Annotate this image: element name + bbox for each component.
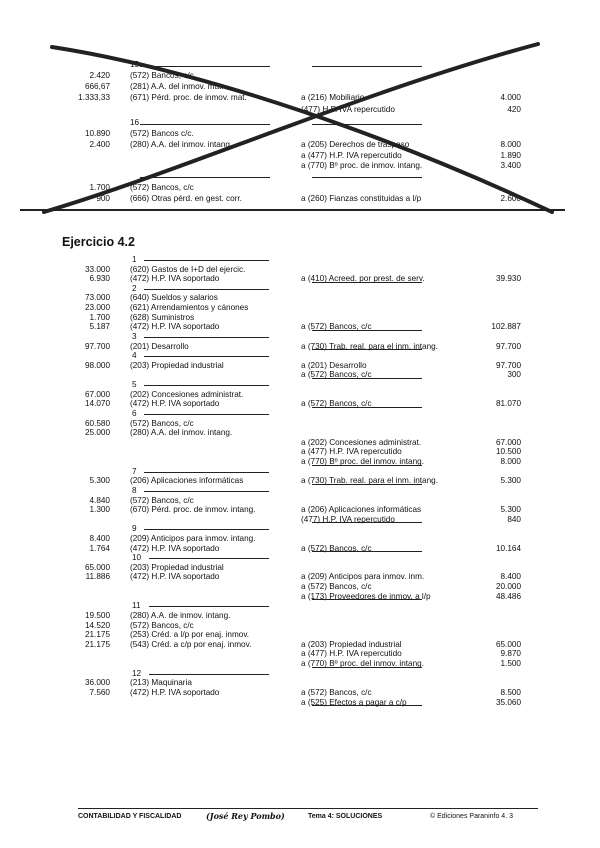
credit-amount: 5.300 <box>500 505 521 515</box>
debit-account: (572) Bancos, c/c <box>130 495 194 505</box>
top-credit-amount: 8.000 <box>500 140 521 149</box>
entry-number: 10 <box>132 553 142 563</box>
footer-course: CONTABILIDAD Y FISCALIDAD <box>78 813 182 820</box>
top-concept-left: (666) Otras pérd. en gest. corr. <box>130 194 242 203</box>
entry-close-rule <box>312 407 422 408</box>
credit-amount: 35.060 <box>495 697 521 707</box>
entry-close-rule <box>312 599 422 600</box>
credit-account: a (572) Bancos, c/c <box>301 687 372 697</box>
exercise-title: Ejercicio 4.2 <box>62 235 135 249</box>
top-debit-amount: 10.890 <box>84 129 110 138</box>
credit-account: a (770) Bº proc. del inmov. intang. <box>301 659 424 669</box>
top-rule-right <box>312 177 422 178</box>
entry-number: 2 <box>132 283 137 293</box>
entry-rule <box>149 674 269 675</box>
debit-amount: 67.000 <box>84 389 110 399</box>
debit-amount: 7.560 <box>89 687 110 697</box>
top-concept-right: a (477) H.P. IVA repercutido <box>301 151 402 160</box>
debit-account: (472) H.P. IVA soportado <box>130 572 220 582</box>
credit-account: a (203) Propiedad industrial <box>301 639 402 649</box>
top-concept-left: (280) A.A. del inmov. intang. <box>130 140 233 149</box>
top-concept-left: 16 <box>130 118 140 127</box>
entry-close-rule <box>312 349 422 350</box>
entry-rule <box>144 472 269 473</box>
top-debit-amount: 1.333,33 <box>78 93 110 102</box>
top-bottom-bar <box>20 209 565 211</box>
top-debit-amount: 1.700 <box>89 183 110 192</box>
debit-account: (213) Maquinaria <box>130 678 192 688</box>
entry-close-rule <box>312 551 422 552</box>
debit-amount: 21.175 <box>84 630 110 640</box>
top-rule-left <box>140 66 270 67</box>
credit-amount: 8.500 <box>500 687 521 697</box>
debit-amount: 73.000 <box>84 293 110 303</box>
top-debit-amount: 666,67 <box>84 82 110 91</box>
credit-account: a (477) H.P. IVA repercutido <box>301 649 402 659</box>
top-concept-right: a (770) Bº proc. de inmov. intang. <box>301 161 423 170</box>
top-debit-amount: 2.420 <box>89 71 110 80</box>
credit-account: a (572) Bancos, c/c <box>301 322 372 332</box>
top-rule-left <box>140 177 270 178</box>
credit-amount: 81.070 <box>495 399 521 409</box>
credit-amount: 39.930 <box>495 274 521 284</box>
entry-number: 5 <box>132 380 137 390</box>
credit-account: a (201) Desarrollo <box>301 360 367 370</box>
top-credit-amount: 2.600 <box>500 194 521 203</box>
credit-account: a (572) Bancos, c/c <box>301 370 372 380</box>
debit-account: (543) Créd. a c/p por enaj. inmov. <box>130 639 252 649</box>
credit-account: a (770) Bº proc. del inmov. intang. <box>301 457 424 467</box>
entry-rule <box>144 414 269 415</box>
credit-amount: 840 <box>507 514 521 524</box>
entry-close-rule <box>312 378 422 379</box>
debit-account: (621) Arrendamientos y cánones <box>130 303 249 313</box>
debit-account: (472) H.P. IVA soportado <box>130 399 220 409</box>
credit-account: a (730) Trab. real. para el inm. intang. <box>301 476 438 486</box>
top-concept-right: a (205) Derechos de traspaso <box>301 140 410 149</box>
credit-amount: 67.000 <box>495 437 521 447</box>
entry-number: 11 <box>132 601 141 611</box>
debit-account: (572) Bancos, c/c <box>130 418 194 428</box>
debit-account: (203) Propiedad industrial <box>130 360 224 370</box>
debit-amount: 5.300 <box>89 476 110 486</box>
footer-author: (José Rey Pombo) <box>206 811 285 821</box>
credit-account: a (477) H.P. IVA repercutido <box>301 447 402 457</box>
top-concept-left: (671) Pérd. proc. de inmov. mat. <box>130 93 247 102</box>
debit-account: (572) Bancos, c/c <box>130 620 194 630</box>
credit-account: a (525) Efectos a pagar a c/p <box>301 697 407 707</box>
debit-account: (203) Propiedad industrial <box>130 562 224 572</box>
top-concept-right: a (260) Fianzas constituidas a l/p <box>301 194 422 203</box>
debit-account: (209) Anticipos para inmov. intang. <box>130 533 256 543</box>
top-concept-right: a (216) Mobiliario <box>301 93 365 102</box>
debit-account: (202) Concesiones administrat. <box>130 389 244 399</box>
credit-account: a (730) Trab. real. para el inm. intang. <box>301 341 438 351</box>
entry-rule <box>144 529 269 530</box>
debit-amount: 98.000 <box>84 360 110 370</box>
debit-amount: 14.520 <box>84 620 110 630</box>
top-concept-right: (477) H.P. IVA repercutido <box>301 105 395 114</box>
credit-account: a (206) Aplicaciones informáticas <box>301 505 422 515</box>
top-rule-left <box>140 124 270 125</box>
debit-account: (472) H.P. IVA soportado <box>130 322 220 332</box>
debit-account: (472) H.P. IVA soportado <box>130 274 220 284</box>
top-debit-amount: 2.400 <box>89 140 110 149</box>
entry-rule <box>149 558 269 559</box>
debit-amount: 1.700 <box>89 312 110 322</box>
debit-amount: 25.000 <box>84 428 110 438</box>
debit-amount: 97.700 <box>84 341 110 351</box>
page-footer <box>78 813 538 825</box>
entry-close-rule <box>312 465 422 466</box>
credit-account: a (209) Anticipos para inmov. inm. <box>301 572 425 582</box>
debit-account: (280) A.A. de inmov. intang. <box>130 610 231 620</box>
debit-account: (640) Sueldos y salarios <box>130 293 218 303</box>
credit-account: a (572) Bancos, c/c <box>301 582 372 592</box>
entry-number: 12 <box>132 668 142 678</box>
footer-rule <box>78 808 538 809</box>
entry-number: 8 <box>132 485 137 495</box>
debit-amount: 4.840 <box>89 495 110 505</box>
debit-account: (280) A.A. del inmov. intang. <box>130 428 233 438</box>
debit-amount: 33.000 <box>84 264 110 274</box>
credit-amount: 8.000 <box>500 457 521 467</box>
credit-amount: 1.500 <box>500 659 521 669</box>
debit-account: (472) H.P. IVA soportado <box>130 543 220 553</box>
debit-amount: 14.070 <box>84 399 110 409</box>
cross-stroke-down <box>52 47 552 212</box>
top-debit-amount: 900 <box>96 194 110 203</box>
entry-close-rule <box>312 330 422 331</box>
debit-amount: 65.000 <box>84 562 110 572</box>
entry-number: 4 <box>132 351 137 361</box>
credit-account: a (572) Bancos, c/c <box>301 399 372 409</box>
debit-account: (620) Gastos de I+D del ejercic. <box>130 264 246 274</box>
credit-account: a (173) Proveedores de inmov. a l/p <box>301 591 431 601</box>
debit-amount: 19.500 <box>84 610 110 620</box>
entry-number: 6 <box>132 408 137 418</box>
top-credit-amount: 3.400 <box>500 161 521 170</box>
top-rule-right <box>312 66 422 67</box>
debit-amount: 5.187 <box>89 322 110 332</box>
entry-number: 3 <box>132 331 137 341</box>
debit-amount: 11.886 <box>85 572 110 582</box>
debit-amount: 60.580 <box>84 418 110 428</box>
credit-amount: 8.400 <box>500 572 521 582</box>
top-concept-left: (572) Bancos, c/c <box>130 71 194 80</box>
debit-amount: 1.764 <box>89 543 110 553</box>
credit-account: (477) H.P. IVA repercutido <box>301 514 395 524</box>
top-concept-left: (572) Bancos, c/c <box>130 183 194 192</box>
entry-number: 7 <box>132 466 137 476</box>
entry-number: 1 <box>132 255 137 264</box>
footer-chapter: Tema 4: SOLUCIONES <box>308 813 383 820</box>
debit-account: (206) Aplicaciones informáticas <box>130 476 244 486</box>
credit-amount: 97.700 <box>495 341 521 351</box>
credit-account: a (202) Concesiones administrat. <box>301 437 422 447</box>
debit-account: (472) H.P. IVA soportado <box>130 687 220 697</box>
credit-amount: 20.000 <box>495 582 521 592</box>
footer-publisher: © Ediciones Paraninfo 4. 3 <box>430 813 513 820</box>
entry-close-rule <box>312 522 422 523</box>
debit-account: (670) Pérd. proc. de inmov. intang. <box>130 505 256 515</box>
debit-amount: 6.930 <box>89 274 110 284</box>
entry-rule <box>149 606 269 607</box>
entry-rule <box>144 385 269 386</box>
credit-amount: 102.887 <box>491 322 521 332</box>
top-credit-amount: 4.000 <box>500 93 521 102</box>
credit-amount: 300 <box>507 370 521 380</box>
entry-rule <box>144 289 269 290</box>
entry-rule <box>144 260 269 261</box>
top-concept-left: 15 <box>130 60 140 69</box>
debit-account: (201) Desarrollo <box>130 341 189 351</box>
entry-rule <box>144 337 269 338</box>
credit-account: a (410) Acreed. por prest. de serv. <box>301 274 425 284</box>
credit-amount: 48.486 <box>495 591 521 601</box>
entry-close-rule <box>312 667 422 668</box>
debit-account: (628) Suministros <box>130 312 195 322</box>
debit-amount: 36.000 <box>84 678 110 688</box>
credit-account: a (572) Bancos, c/c <box>301 543 372 553</box>
entry-close-rule <box>312 705 422 706</box>
debit-amount: 23.000 <box>84 303 110 313</box>
credit-amount: 9.870 <box>500 649 521 659</box>
entry-close-rule <box>312 484 422 485</box>
entry-rule <box>144 356 269 357</box>
debit-account: (253) Créd. a l/p por enaj. inmov. <box>130 630 250 640</box>
top-concept-left: (281) A.A. del inmov. mat. <box>130 82 224 91</box>
top-credit-amount: 420 <box>507 105 521 114</box>
cross-stroke-up <box>44 44 538 212</box>
credit-amount: 65.000 <box>495 639 521 649</box>
entry-close-rule <box>312 282 422 283</box>
top-credit-amount: 1.890 <box>500 151 521 160</box>
credit-amount: 5.300 <box>500 476 521 486</box>
credit-amount: 97.700 <box>495 360 521 370</box>
entry-number: 9 <box>132 524 137 534</box>
debit-amount: 21.175 <box>84 639 110 649</box>
credit-amount: 10.164 <box>495 543 521 553</box>
credit-amount: 10.500 <box>495 447 521 457</box>
top-concept-left: (572) Bancos c/c. <box>130 129 194 138</box>
top-rule-right <box>312 124 422 125</box>
debit-amount: 8.400 <box>89 533 110 543</box>
debit-amount: 1.300 <box>89 505 110 515</box>
entry-rule <box>144 491 269 492</box>
